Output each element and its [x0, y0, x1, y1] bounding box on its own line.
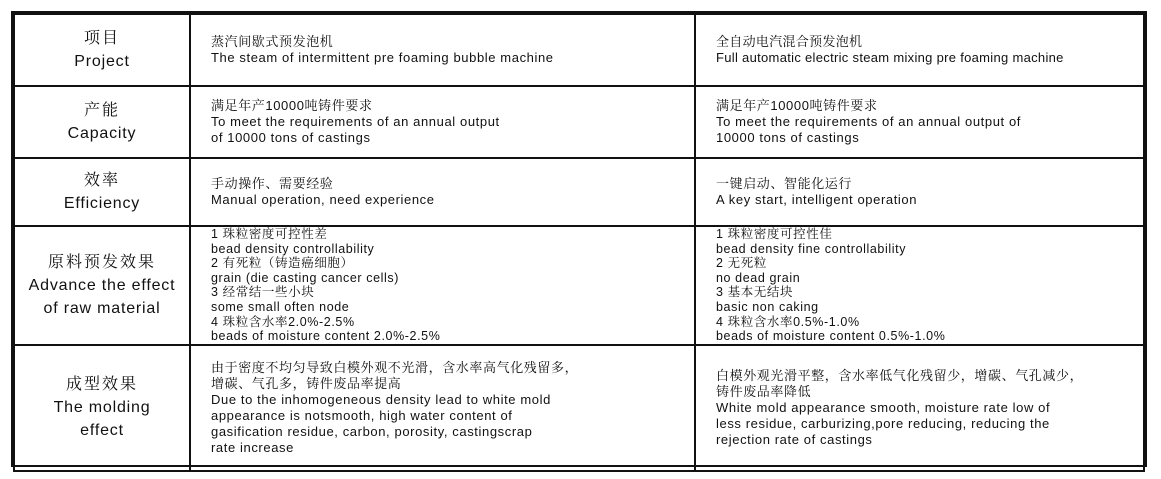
cell-line: beads of moisture content 0.5%-1.0%: [716, 329, 946, 344]
cell-line: basic non caking: [716, 299, 819, 314]
row-header-en: Efficiency: [63, 195, 141, 212]
table-row-raw-material: [14, 226, 1144, 345]
cell-line: less residue, carburizing,pore reducing, reducing the: [716, 415, 1050, 431]
cell-automatic-efficiency: [695, 158, 1144, 226]
cell-line: 2 有死粒（铸造癌细胞）: [211, 256, 354, 271]
cell-line: gasification residue, carbon, porosity, castingscrap: [211, 423, 533, 439]
cell-intermittent-efficiency: [190, 158, 695, 226]
cell-line: 4 珠粒含水率2.0%-2.5%: [211, 314, 355, 329]
row-header-zh: 项目: [83, 30, 120, 47]
cell-line: bead density controllability: [211, 241, 375, 256]
cell-line: 满足年产10000吨铸件要求: [211, 98, 373, 113]
cell-line: some small often node: [211, 299, 350, 314]
cell-line: no dead grain: [716, 270, 801, 285]
cell-line: 全自动电汽混合预发泡机: [716, 34, 863, 49]
comparison-table-frame: [11, 11, 1147, 467]
cell-line: 10000 tons of castings: [716, 130, 860, 145]
cell-line: 由于密度不均匀导致白模外观不光滑，含水率高气化残留多，: [211, 359, 579, 375]
table-row-efficiency: [14, 158, 1144, 226]
cell-line: 1 珠粒密度可控性差: [211, 227, 328, 241]
cell-line: The steam of intermittent pre foaming bubble machine: [211, 50, 554, 65]
table-row-molding-effect: [14, 345, 1144, 471]
cell-line: rate increase: [211, 439, 294, 455]
cell-line: Due to the inhomogeneous density lead to white mold: [211, 391, 551, 407]
cell-line: rejection rate of castings: [716, 431, 873, 447]
cell-automatic-capacity: [695, 86, 1144, 158]
row-header-en: Capacity: [67, 125, 137, 142]
cell-intermittent-project: [190, 14, 695, 86]
row-header-efficiency: [14, 158, 190, 226]
cell-line: White mold appearance smooth, moisture rate low of: [716, 399, 1051, 415]
row-header-molding-effect: [14, 345, 190, 471]
cell-line: 4 珠粒含水率0.5%-1.0%: [716, 314, 860, 329]
cell-intermittent-raw-material: [190, 226, 695, 345]
row-header-en: Advance the effect: [28, 276, 176, 294]
cell-line: 白模外观光滑平整，含水率低气化残留少，增碳、气孔减少，: [716, 367, 1084, 383]
row-header-zh: 效率: [83, 172, 120, 189]
comparison-table: [13, 13, 1145, 472]
cell-line: 蒸汽间歇式预发泡机: [211, 34, 334, 49]
cell-line: grain (die casting cancer cells): [211, 270, 400, 285]
cell-intermittent-molding-effect: [190, 345, 695, 471]
row-header-en: The molding: [53, 399, 151, 417]
cell-line: 铸件废品率降低: [716, 383, 812, 399]
table-row-capacity: [14, 86, 1144, 158]
row-header-en: Project: [74, 53, 130, 70]
cell-line: of 10000 tons of castings: [211, 130, 371, 145]
cell-line: Manual operation, need experience: [211, 192, 435, 207]
cell-line: 2 无死粒: [716, 256, 767, 271]
row-header-zh: 成型效果: [65, 376, 138, 394]
cell-line: 3 基本无结块: [716, 285, 794, 300]
cell-line: Full automatic electric steam mixing pre foaming machine: [716, 50, 1064, 65]
cell-line: To meet the requirements of an annual output: [211, 114, 500, 129]
cell-line: 手动操作、需要经验: [211, 176, 334, 191]
cell-automatic-project: [695, 14, 1144, 86]
cell-line: 1 珠粒密度可控性佳: [716, 227, 833, 241]
cell-line: To meet the requirements of an annual output of: [716, 114, 1021, 129]
row-header-en: of raw material: [43, 299, 161, 317]
cell-automatic-raw-material: [695, 226, 1144, 345]
cell-line: bead density fine controllability: [716, 241, 907, 256]
cell-line: A key start, intelligent operation: [716, 192, 918, 207]
cell-line: 增碳、气孔多，铸件废品率提高: [211, 375, 402, 391]
table-row-project: [14, 14, 1144, 86]
row-header-en: effect: [80, 422, 124, 440]
cell-automatic-molding-effect: [695, 345, 1144, 471]
cell-line: beads of moisture content 2.0%-2.5%: [211, 329, 441, 344]
row-header-capacity: [14, 86, 190, 158]
cell-intermittent-capacity: [190, 86, 695, 158]
row-header-raw-material: [14, 226, 190, 345]
cell-line: 一键启动、智能化运行: [716, 176, 853, 191]
cell-line: 3 经常结一些小块: [211, 285, 315, 300]
cell-line: appearance is notsmooth, high water content of: [211, 407, 513, 423]
row-header-zh: 产能: [83, 102, 120, 119]
row-header-project: [14, 14, 190, 86]
row-header-zh: 原料预发效果: [47, 253, 156, 271]
cell-line: 满足年产10000吨铸件要求: [716, 98, 878, 113]
